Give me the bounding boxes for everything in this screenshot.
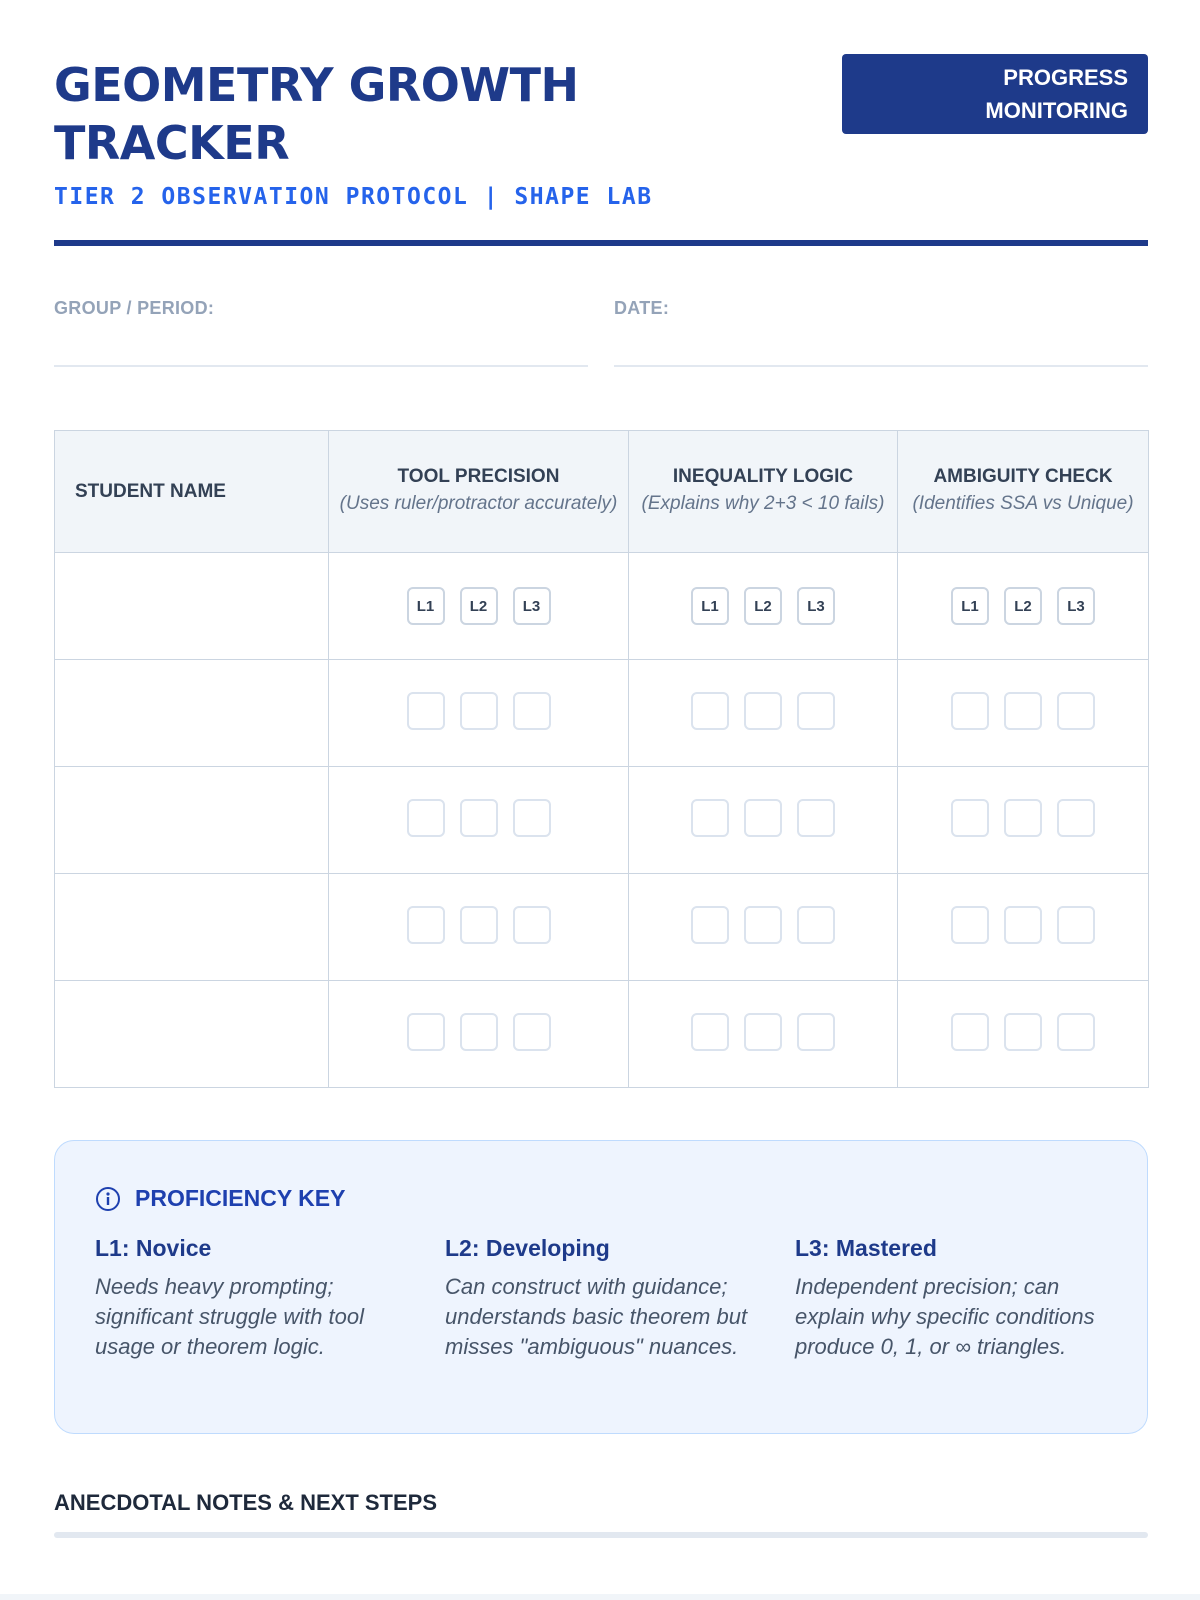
ambiguity-check-header [898,431,1149,553]
level-description: Can construct with guidance; understands basic theorem but misses "ambiguous" nuances. [445,1274,748,1359]
table-row [55,553,1149,660]
level-title: L1: Novice [95,1235,212,1261]
proficiency-key-title: PROFICIENCY KEY [135,1185,346,1211]
level-checkbox[interactable] [513,692,551,730]
form-fields [54,298,1148,378]
header-divider [54,240,1148,246]
date-field[interactable] [614,298,1148,367]
level-l1 [95,1235,415,1362]
level-checkbox[interactable]: L2 [1004,587,1042,625]
level-checkbox[interactable] [1004,1013,1042,1051]
ambiguity-check-cell [898,874,1149,981]
level-checkbox[interactable] [1004,906,1042,944]
level-checkbox[interactable] [460,906,498,944]
level-checkbox[interactable]: L1 [951,587,989,625]
level-checkbox[interactable] [407,1013,445,1051]
level-checkbox[interactable] [797,692,835,730]
badge-line-2: MONITORING [985,98,1128,123]
level-checkbox[interactable] [460,799,498,837]
inequality-logic-cell [629,660,898,767]
ambiguity-check-cell [898,660,1149,767]
column-title: TOOL PRECISION [397,466,560,487]
tool-precision-header [329,431,629,553]
level-checkbox[interactable] [407,906,445,944]
ambiguity-check-cell [898,553,1149,660]
notes-input-line[interactable] [54,1532,1148,1538]
level-checkbox[interactable] [691,799,729,837]
level-checkbox[interactable] [951,692,989,730]
level-description: Needs heavy prompting; significant struggle with tool usage or theorem logic. [95,1274,365,1359]
observation-page [54,0,1148,1515]
column-title: INEQUALITY LOGIC [672,466,854,487]
level-checkbox[interactable]: L2 [744,587,782,625]
tool-precision-cell [329,981,629,1088]
level-checkbox[interactable]: L3 [513,587,551,625]
ambiguity-check-cell [898,981,1149,1088]
level-checkbox[interactable] [513,906,551,944]
level-checkbox[interactable] [407,799,445,837]
column-title: AMBIGUITY CHECK [933,466,1113,487]
level-checkbox[interactable]: L2 [460,587,498,625]
level-checkbox[interactable] [407,692,445,730]
level-l3 [795,1235,1115,1362]
level-description: Independent precision; can explain why specific conditions produce 0, 1, or ∞ triangles. [795,1274,1095,1359]
level-checkbox[interactable] [797,1013,835,1051]
inequality-logic-header [629,431,898,553]
level-checkbox[interactable] [1057,906,1095,944]
level-checkbox[interactable] [1004,692,1042,730]
info-icon [95,1186,121,1212]
date-input-line[interactable] [614,365,1148,367]
badge-line-1: PROGRESS [1003,65,1128,90]
inequality-logic-cell [629,767,898,874]
level-checkbox[interactable] [951,906,989,944]
status-badge [842,54,1148,134]
student-name-cell[interactable] [55,874,329,981]
level-checkbox[interactable] [951,1013,989,1051]
page-subtitle: TIER 2 OBSERVATION PROTOCOL | SHAPE LAB [54,184,653,210]
level-title: L3: Mastered [795,1235,937,1261]
student-name-cell[interactable] [55,767,329,874]
table-row [55,874,1149,981]
level-l2 [445,1235,765,1362]
level-checkbox[interactable] [460,692,498,730]
level-checkbox[interactable] [691,692,729,730]
level-checkbox[interactable] [1057,799,1095,837]
level-checkbox[interactable]: L3 [1057,587,1095,625]
level-checkbox[interactable]: L3 [797,587,835,625]
level-checkbox[interactable] [513,1013,551,1051]
level-checkbox[interactable] [1057,692,1095,730]
level-checkbox[interactable] [797,799,835,837]
level-checkbox[interactable] [744,1013,782,1051]
group-period-label: GROUP / PERIOD: [54,298,215,318]
column-description: (Identifies SSA vs Unique) [912,493,1134,514]
tool-precision-cell [329,660,629,767]
level-checkbox[interactable] [951,799,989,837]
column-description: (Uses ruler/protractor accurately) [339,493,618,514]
level-checkbox[interactable] [460,1013,498,1051]
level-checkbox[interactable]: L1 [407,587,445,625]
tracker-table [54,430,1149,1088]
inequality-logic-cell [629,553,898,660]
level-checkbox[interactable] [513,799,551,837]
notes-title: ANECDOTAL NOTES & NEXT STEPS [54,1490,438,1515]
bottom-strip [0,1594,1200,1600]
level-checkbox[interactable] [1004,799,1042,837]
level-checkbox[interactable] [1057,1013,1095,1051]
level-checkbox[interactable] [744,799,782,837]
level-checkbox[interactable] [797,906,835,944]
table-row [55,660,1149,767]
tool-precision-cell [329,767,629,874]
table-header-row [55,431,1149,553]
group-period-input-line[interactable] [54,365,588,367]
level-title: L2: Developing [445,1235,610,1261]
page-title: GEOMETRY GROWTH TRACKER [54,58,579,170]
proficiency-key-header [95,1185,345,1212]
table-row [55,981,1149,1088]
date-label: DATE: [614,298,670,318]
level-checkbox[interactable]: L1 [691,587,729,625]
level-checkbox[interactable] [691,906,729,944]
student-name-cell[interactable] [55,553,329,660]
student-name-cell[interactable] [55,981,329,1088]
tool-precision-cell [329,553,629,660]
column-description: (Explains why 2+3 < 10 fails) [641,493,885,514]
level-checkbox[interactable] [691,1013,729,1051]
group-period-field[interactable] [54,298,588,367]
ambiguity-check-cell [898,767,1149,874]
student-name-cell[interactable] [55,660,329,767]
table-row [55,767,1149,874]
level-checkbox[interactable] [744,692,782,730]
inequality-logic-cell [629,874,898,981]
level-checkbox[interactable] [744,906,782,944]
header [54,0,1148,246]
inequality-logic-cell [629,981,898,1088]
proficiency-key [54,1140,1148,1434]
tool-precision-cell [329,874,629,981]
student-name-header: STUDENT NAME [55,431,329,553]
